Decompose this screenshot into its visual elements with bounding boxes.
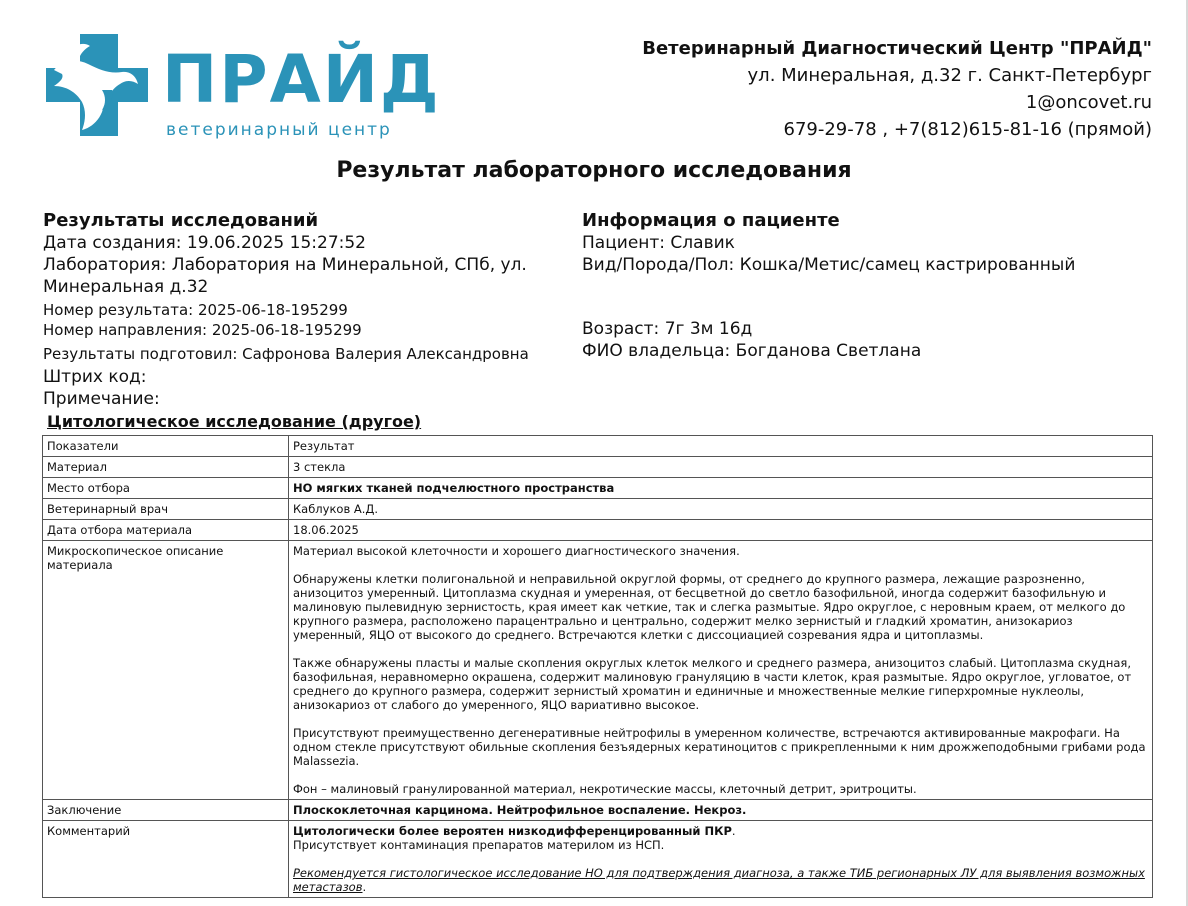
conclusion-value: Плоскоклеточная карцинома. Нейтрофильное воспаление. Некроз. [289,800,1153,821]
comment-recommendation-tail: . [362,880,367,894]
referral-number: Номер направления: 2025-06-18-195299 [43,321,362,339]
results-heading: Результаты исследований [43,210,319,231]
row-key: Дата отбора материала [43,520,289,541]
microscopy-description [289,541,1153,800]
clinic-email[interactable]: 1@oncovet.ru [1025,92,1152,113]
header-value: Результат [289,436,1153,457]
study-title: Цитологическое исследование (другое) [47,412,422,431]
comment-line1: Цитологически более вероятен низкодифференцированный ПКР [293,824,732,838]
row-key: Микроскопическое описание материала [43,541,289,800]
medical-cross-lion-icon [40,30,160,140]
microscopy-paragraph: Обнаружены клетки полигональной и неправильной округлой формы, от среднего до крупного размера, лежащие разрозненно, анизоцитоз умеренный. Цитоплазма скудная и умеренная, от бесцветной до светло базофильной, иногда содержит базофильную и малиновую пылевидную зернистость, края имеет как четкие, так и слегка размытые. Ядро округлое, с неровным краем, от мелкого до крупного размера, расположено парацентрально и центрально, содержит мелко зернистый и гладкий хроматин, анизокариоз умеренный, ЯЦО от высокого до среднего. Встречаются клетки с диссоциацией созревания ядра и цитоплазмы. [293,572,1126,642]
table-row [43,478,1153,499]
owner-name: ФИО владельца: Богданова Светлана [582,341,922,361]
patient-species: Вид/Порода/Пол: Кошка/Метис/самец кастрированный [582,255,1076,275]
table-row [43,520,1153,541]
comment-recommendation: Рекомендуется гистологическое исследование НО для подтверждения диагноза, а также ТИБ регионарных ЛУ для выявления возможных метастазов [293,866,1145,894]
created-date: Дата создания: 19.06.2025 15:27:52 [43,233,366,253]
prepared-by: Результаты подготовил: Сафронова Валерия Александровна [43,345,529,363]
laboratory: Лаборатория: Лаборатория на Минеральной, СПб, ул. Минеральная д.32 [43,255,527,297]
barcode-label: Штрих код: [43,367,147,387]
spacer [582,276,1142,318]
comment-line2: Присутствует контаминация препаратов материлом из НСП. [293,838,665,852]
row-value: 3 стекла [289,457,1153,478]
table-row-microscopy [43,541,1153,800]
patient-age: Возраст: 7г 3м 16д [582,319,753,339]
logo-name: ПРАЙД [162,41,441,118]
row-value: Каблуков А.Д. [289,499,1153,520]
table-row [43,457,1153,478]
row-value: НО мягких тканей подчелюстного пространства [289,478,1153,499]
document-title: Результат лабораторного исследования [336,158,852,183]
row-key: Заключение [43,800,289,821]
results-table [42,435,1153,898]
microscopy-paragraph: Также обнаружены пласты и малые скопления округлых клеток мелкого и среднего размера, анизоцитоз слабый. Цитоплазма скудная, базофильная, неравномерно окрашена, содержит малиновую грануляцию в части клеток, края размытые. Ядро округлое, угловатое, от среднего до крупного размера, содержит зернистый хроматин и единичные и множественные мелкие гиперхромные нуклеолы, анизокариоз от слабого до умеренного, ЯЦО вариативно высокое. [293,656,1132,712]
comment-line1-tail: . [731,824,736,838]
row-key: Место отбора [43,478,289,499]
comment-value [289,821,1153,898]
results-info [43,210,573,410]
patient-info [582,210,1142,362]
table-header-row [43,436,1153,457]
row-key: Комментарий [43,821,289,898]
microscopy-paragraph: Материал высокой клеточности и хорошего диагностического значения. [293,544,740,558]
row-key: Ветеринарный врач [43,499,289,520]
table-row-conclusion [43,800,1153,821]
logo-subtitle: ветеринарный центр [166,120,392,140]
patient-heading: Информация о пациенте [582,210,840,231]
letterhead [0,0,1188,150]
clinic-contacts [642,35,1152,143]
microscopy-paragraph: Фон – малиновый гранулированной материал, некротические массы, клеточный детрит, эритроциты. [293,782,917,796]
clinic-name: Ветеринарный Диагностический Центр "ПРАЙД" [642,38,1152,59]
row-key: Материал [43,457,289,478]
patient-name: Пациент: Славик [582,233,735,253]
clinic-address: ул. Минеральная, д.32 г. Санкт-Петербург [747,65,1152,86]
table-row-comment [43,821,1153,898]
row-value: 18.06.2025 [289,520,1153,541]
note-label: Примечание: [43,389,160,409]
result-number: Номер результата: 2025-06-18-195299 [43,301,348,319]
header-key: Показатели [43,436,289,457]
microscopy-paragraph: Присутствуют преимущественно дегенеративные нейтрофилы в умеренном количестве, встречаются активированные макрофаги. На одном стекле присутствуют обильные скопления безъядерных кератиноцитов с прикрепленными к ним дрожжеподобными грибами рода Malassezia. [293,726,1146,768]
table-row [43,499,1153,520]
clinic-logo [40,30,441,145]
clinic-phones: 679-29-78 , +7(812)615-81-16 (прямой) [783,119,1152,140]
